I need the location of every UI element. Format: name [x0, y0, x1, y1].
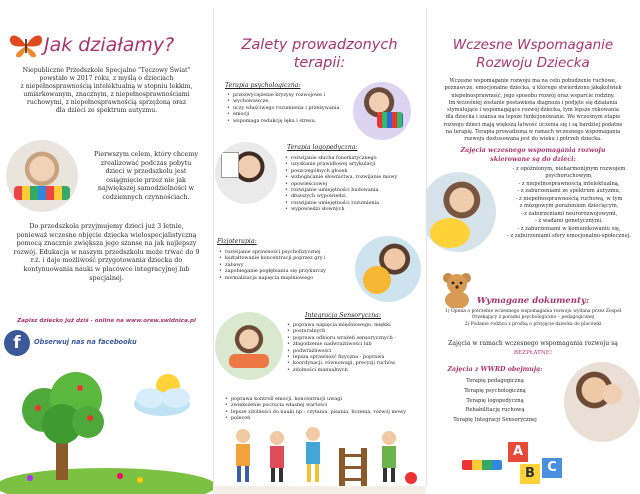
- column-early-support: [426, 0, 640, 494]
- goal-paragraph: Pierwszym celem, który chcemy zrealizować podczas pobytu dzieci w przedszkolu jest osiągnięcie przez nie jak największej samodzielności w codziennych czynnościach.: [93, 150, 199, 201]
- facebook-link[interactable]: f Obserwuj nas na facebooku: [4, 330, 144, 356]
- intro-paragraph: Niepubliczne Przedszkole Specjalne "Tęczowy Świat" powstało w 2017 roku, z myślą o dzieciach z niepełnosprawnością intelektualną w stopniu lekkim, umiarkowanym, znacznym, z niepełnosprawnościami ruchowymi, z niepełnosprawnością sprzężoną oraz dla dzieci ze spektrum autyzmu.: [20, 67, 193, 115]
- documents-heading: Wymagane dokumenty:: [476, 296, 590, 306]
- physio-list: • rozwijanie sprawności psychofizycznej • kształtowanie koncentracji poprzez gry i • zabawy • zapobieganie pogłębianiu się przykurczy • normalizacja napięcia mięśniowego: [219, 249, 359, 281]
- admission-paragraph: Do przedszkola przyjmujemy dzieci już 3 letnie, ponieważ wczesne objęcie dziecka wielospecjalistyczną pomocą znacznie zwiększa jego szanse na jak najlepszy rozwój. Edukacja w naszym przedszkolu może trwać do 9 r.ż. i daje możliwość przygotowania dziecka do kontynuowania nauki w placówce integracyjnej lub specjalnej.: [13, 222, 200, 282]
- section-title: Jak działamy?: [44, 34, 175, 56]
- section-title: Zalety prowadzonych terapii:: [241, 37, 398, 71]
- psychology-photo: [353, 82, 411, 140]
- sensory-heading: Integracja Sensoryczna:: [305, 312, 381, 319]
- kids-playing-illustration: [213, 418, 426, 494]
- sensory-list: • poprawa napięcia mięśniowego, miękki • posturalnych • poprawa odbioru wrażeń sensorycznych - • złagodzenie nadwrażliwości lub • podwrażliwości • lepsza sprawność fizyczna - poprawa • koordynacji, równowagi, precyzji ruchów, • zdolności manualnych: [287, 322, 423, 373]
- sensory-photo: [215, 312, 283, 380]
- section-title: Wczesne Wspomaganie Rozwoju Dziecka: [452, 37, 614, 71]
- speech-heading: Terapia logopedyczna:: [287, 144, 358, 151]
- speech-therapy-photo: [215, 142, 277, 204]
- toy-blocks-illustration: A B C: [462, 438, 572, 488]
- physio-photo: [355, 236, 421, 302]
- sensory-list-extra: • poprawa kontroli emocji, koncentracji uwagi • zwiększenie poczucia własnej wartości • lepsze zdolności do nauki np.: czytania, pisania, liczenia, rozwój mowy • poleceń: [225, 396, 421, 422]
- classes-list: Terapię pedagogiczną Terapię psychologiczną Terapię logopedyczną Rehabilitację ruchową Terapię Integracji Sensorycznej: [453, 378, 537, 424]
- column-therapy-benefits: [213, 0, 426, 494]
- psychology-heading: Terapia psychologiczna:: [225, 82, 301, 89]
- physio-heading: Fizjoterapia:: [217, 238, 257, 245]
- therapy-session-photo: [564, 362, 640, 442]
- free-notice: Zajęcia w ramach wczesnego wspomagania rozwoju są BEZPŁATNE!: [448, 340, 618, 356]
- speech-list: • rozwijanie słuchu fonematycznego • uzyskanie prawidłowej artykulacji • poszczególnych głosek • wzbogacanie słownictwa, rozwijanie mowy • opowieściowej • rozwijanie umiejętności budowania • dłuższych wypowiedzi • rozwijanie umiejętności rozumienia • wypowiedzi słownych: [285, 155, 421, 213]
- child-ball-photo: [426, 172, 496, 252]
- child-photo: [6, 140, 78, 212]
- butterfly-icon: [7, 33, 45, 59]
- tree-illustration: [0, 358, 213, 494]
- column-how-we-work: [0, 0, 213, 494]
- intro-paragraph: Wczesne wspomaganie rozwoju ma na celu pobudzenie ruchowe, poznawcze, emocjonalne dziecka, u którego stwierdzono jakąkolwiek niepełnosprawność, jego sposobu rozwój oraz wsparcie rodziny. Im wcześniej zostanie postawiona diagnoza i podjęte się działania stymulujące i wspomagające rozwój dziecka, tym lepsze rokowania dla dziecka i szansa na lepsze funkcjonowanie. We wczesnym etapie rozwoju dzieci mają większą łatwość uczenia się i są bardziej podatne na terapię. Terapia prowadzona w ramach wczesnego wspomagania rozwoju dostosowana jest do wieku i potrzeb dziecka.: [443, 78, 623, 143]
- documents-list: 1) Opinia o potrzebie wczesnego wspomagania rozwoju wydana przez Zespół Orzekający z poradni psychologiczno – pedagogicznej 2) Podanie rodzica z prośbą o przyjęcie dziecka do placówki: [444, 309, 622, 327]
- target-list: - z opóźnionym, nieharmonijnym rozwojem psychoruchowym, - z niepełnosprawnością intelektualną, - z zaburzeniami ze spektrum autyzmu, - z niepełnosprawnością ruchową, w tym z mózgowym porażeniem dziecięcym, - z zaburzeniami neurorozwojowymi, - z wadami genetycznymi, - z zaburzeniami w komunikowaniu się, - z zaburzeniami sfery emocjonalno-społecznej.: [507, 166, 631, 240]
- target-heading: Zajęcia wczesnego wspomagania rozwoju skierowane są do dzieci:: [460, 147, 606, 163]
- facebook-icon: f: [4, 330, 30, 356]
- enroll-link[interactable]: Zapisz dziecko już dziś - online na www.orew.swidnica.pl: [17, 318, 196, 324]
- psychology-list: • przezwyciężenie kryzysy rozwojowe i • wychowawcze, • uczy właściwego rozumienia i przeżywania • emocji • wspomaga redukcję lęku i stresu,: [227, 92, 357, 124]
- classes-heading: Zajęcia z WWRD obejmują:: [447, 366, 543, 373]
